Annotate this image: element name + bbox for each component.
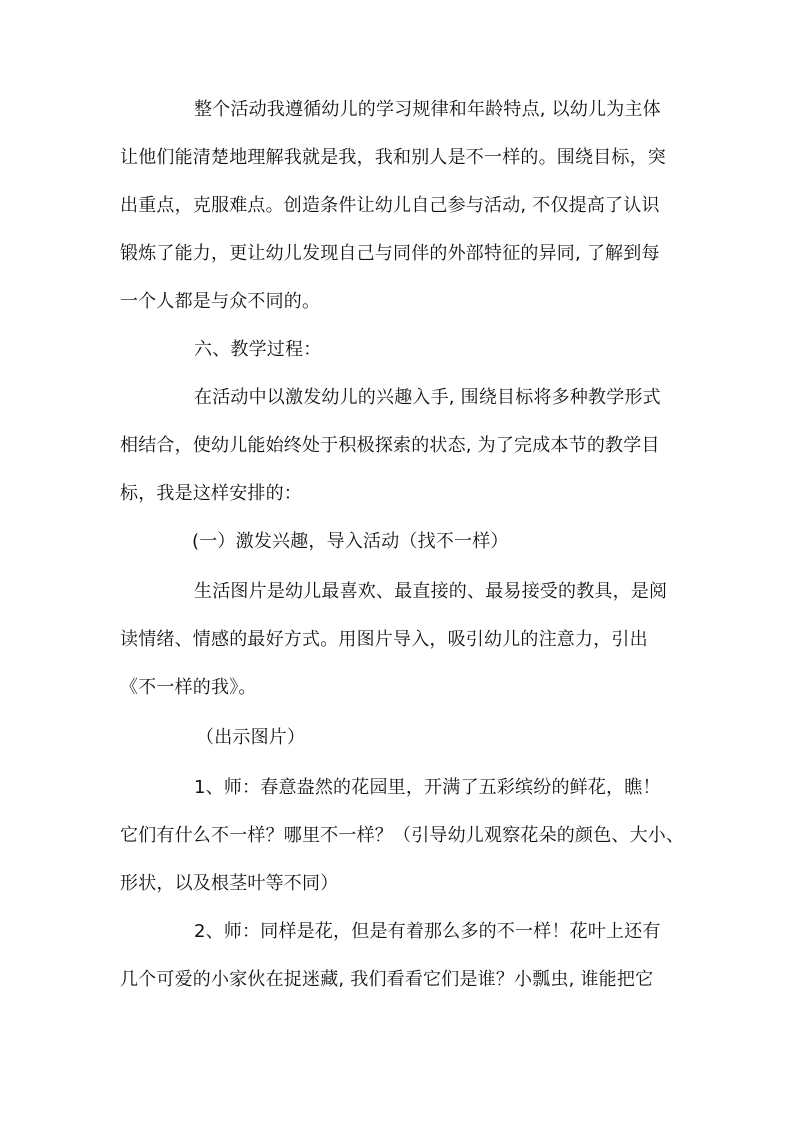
paragraph-line-13: 它们有什么不一样？哪里不一样？（引导幼儿观察花朵的颜色、大小、 xyxy=(120,825,685,846)
section-heading-teaching-process: 六、教学过程： xyxy=(194,339,322,360)
paragraph-line-12: 1、师：春意盎然的花园里，开满了五彩缤纷的鲜花，瞧！ xyxy=(194,777,661,798)
paragraph-line-6: 在活动中以激发幼儿的兴趣入手, 围绕目标将多种教学形式 xyxy=(194,387,661,408)
paragraph-line-7: 相结合，使幼儿能始终处于积极探索的状态, 为了完成本节的教学目 xyxy=(120,435,660,456)
paragraph-line-2: 让他们能清楚地理解我就是我，我和别人是不一样的。围绕目标，突 xyxy=(120,147,666,168)
paragraph-line-3: 出重点，克服难点。创造条件让幼儿自己参与活动, 不仅提高了认识 xyxy=(120,195,660,216)
paragraph-line-8: 标，我是这样安排的： xyxy=(120,483,302,504)
paragraph-line-15: 2、师：同样是花，但是有着那么多的不一样！花叶上还有 xyxy=(194,921,661,942)
paragraph-line-5: 一个人都是与众不同的。 xyxy=(120,291,321,312)
paragraph-line-1: 整个活动我遵循幼儿的学习规律和年龄特点, 以幼儿为主体 xyxy=(194,99,661,120)
paragraph-line-16: 几个可爱的小家伙在捉迷藏, 我们看看它们是谁？小瓢虫, 谁能把它 xyxy=(120,969,654,990)
paragraph-line-9: 生活图片是幼儿最喜欢、最直接的、最易接受的教具，是阅 xyxy=(194,581,668,602)
subheading-step-1: (一）激发兴趣，导入活动（找不一样） xyxy=(192,531,509,552)
paragraph-line-11: 《不一样的我》。 xyxy=(120,677,257,698)
note-show-pictures: （出示图片） xyxy=(196,727,306,748)
paragraph-line-4: 锻炼了能力，更让幼儿发现自己与同伴的外部特征的异同, 了解到每 xyxy=(120,243,660,264)
paragraph-line-14: 形状，以及根茎叶等不同） xyxy=(120,873,339,894)
paragraph-line-10: 读情绪、情感的最好方式。用图片导入，吸引幼儿的注意力，引出 xyxy=(120,629,648,650)
